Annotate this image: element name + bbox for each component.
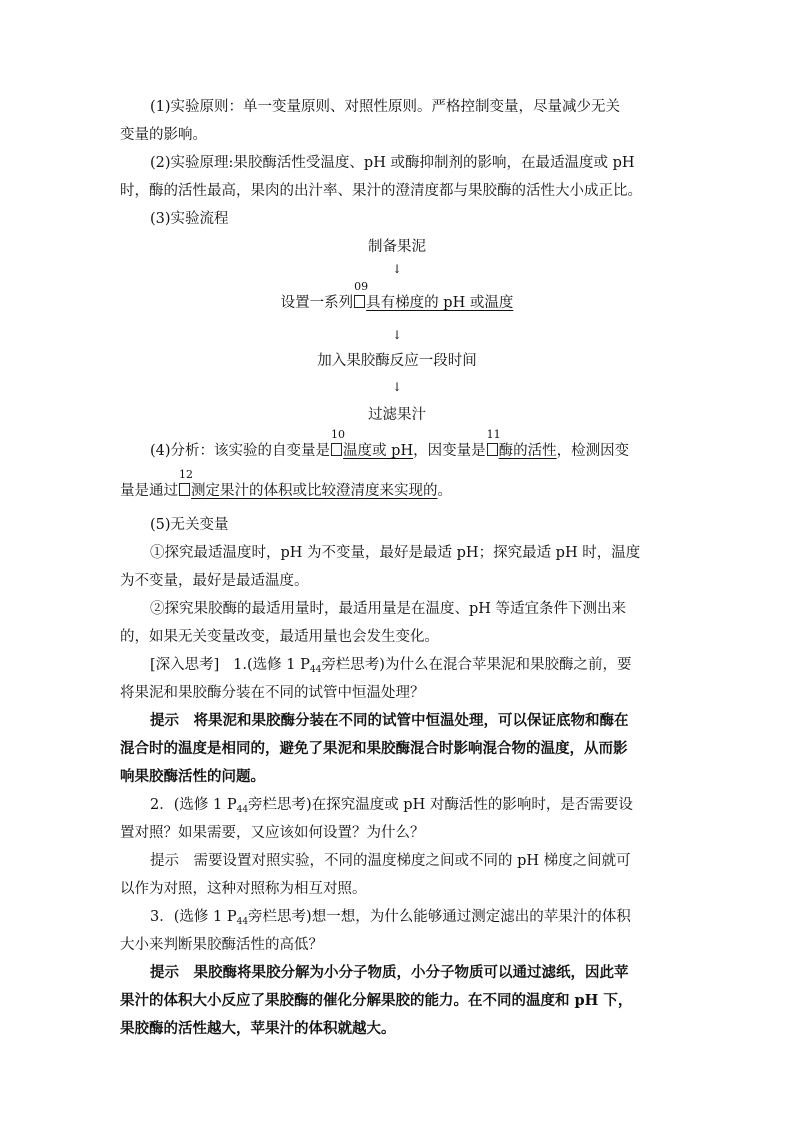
principle-line-1: (1)实验原则：单一变量原则、对照性原则。严格控制变量，尽量减少无关 bbox=[150, 99, 621, 115]
question-text: 旁栏思考)想一想，为什么能够通过测定滤出的苹果汁的体积 bbox=[248, 909, 631, 925]
page-subscript: 44 bbox=[236, 917, 249, 927]
flow-step-prepare: 制备果泥 bbox=[368, 239, 426, 255]
flow-step-gradient-answer: 具有梯度的 pH 或温度 bbox=[366, 295, 514, 311]
mechanism-line-1: (2)实验原理:果胶酶活性受温度、pH 或酶抑制剂的影响，在最适温度或 pH bbox=[150, 155, 635, 171]
hint-3-line-3: 果胶酶的活性越大，苹果汁的体积就越大。 bbox=[120, 1020, 396, 1037]
flow-arrow-down-icon: ↓ bbox=[391, 380, 403, 394]
flow-step-filter: 过滤果汁 bbox=[368, 407, 426, 423]
analysis-line-1 bbox=[150, 428, 630, 462]
hint-3-line-1: 提示 果胶酶将果胶分解为小分子物质，小分子物质可以通过滤纸，因此苹 bbox=[150, 964, 629, 981]
irrelevant-item-2-line-2: 的，如果无关变量改变，最适用量也会发生变化。 bbox=[120, 629, 439, 645]
analysis-answer-2: 酶的活性 bbox=[498, 443, 557, 459]
answer-number: 12 bbox=[179, 468, 193, 481]
irrelevant-item-2-line-1: ②探究果胶酶的最适用量时，最适用量是在温度、pH 等适宜条件下测出来 bbox=[150, 601, 627, 617]
principle-line-2: 变量的影响。 bbox=[120, 127, 207, 143]
analysis-line-2 bbox=[120, 468, 452, 502]
hint-1-line-2: 混合时的温度是相同的，避免了果泥和果胶酶混合时影响混合物的温度，从而影 bbox=[120, 740, 628, 757]
hint-1-line-1: 提示 将果泥和果胶酶分装在不同的试管中恒温处理，可以保证底物和酶在 bbox=[150, 712, 629, 729]
think-label: [深入思考] bbox=[150, 657, 220, 673]
think-question-2-line-2: 置对照？如果需要，又应该如何设置？为什么？ bbox=[120, 825, 425, 841]
flow-arrow-down-icon: ↓ bbox=[391, 328, 403, 342]
question-text: 3．(选修 1 P bbox=[150, 909, 237, 925]
analysis-text: 。 bbox=[437, 483, 452, 499]
analysis-answer-3: 测定果汁的体积或比较澄清度来实现的 bbox=[191, 483, 438, 499]
question-text: 旁栏思考)为什么在混合苹果泥和果胶酶之前，要 bbox=[321, 657, 632, 673]
answer-box-icon bbox=[331, 428, 346, 456]
flow-step-gradient bbox=[0, 280, 794, 314]
page-subscript: 44 bbox=[236, 805, 249, 815]
analysis-text: (4)分析：该实验的自变量是 bbox=[150, 443, 331, 459]
page-subscript: 44 bbox=[309, 665, 322, 675]
question-text: 2．(选修 1 P bbox=[150, 797, 237, 813]
answer-number: 11 bbox=[486, 428, 501, 441]
answer-box-icon bbox=[179, 468, 193, 496]
answer-number: 09 bbox=[354, 280, 369, 293]
hint-2-line-1: 提示 需要设置对照实验，不同的温度梯度之间或不同的 pH 梯度之间就可 bbox=[150, 853, 631, 869]
analysis-answer-1: 温度或 pH bbox=[343, 443, 414, 459]
think-question-1-line-1 bbox=[150, 654, 631, 681]
question-text: 旁栏思考)在探究温度或 pH 对酶活性的影响时，是否需要设 bbox=[248, 797, 633, 813]
think-question-3-line-2: 大小来判断果胶酶活性的高低？ bbox=[120, 937, 323, 953]
think-question-3-line-1 bbox=[150, 906, 631, 933]
answer-number: 10 bbox=[331, 428, 346, 441]
flow-arrow-down-icon: ↓ bbox=[391, 262, 403, 276]
irrelevant-item-1-line-2: 为不变量，最好是最适温度。 bbox=[120, 573, 309, 589]
analysis-text: 量是通过 bbox=[120, 483, 178, 499]
mechanism-line-2: 时，酶的活性最高，果肉的出汁率、果汁的澄清度都与果胶酶的活性大小成正比。 bbox=[120, 183, 642, 199]
hint-2-line-2: 以作为对照，这种对照称为相互对照。 bbox=[120, 881, 367, 897]
think-question-1-line-2: 将果泥和果胶酶分装在不同的试管中恒温处理？ bbox=[120, 685, 425, 701]
flow-heading: (3)实验流程 bbox=[150, 211, 229, 227]
think-question-2-line-1 bbox=[150, 794, 633, 821]
irrelevant-variable-heading: (5)无关变量 bbox=[150, 517, 229, 533]
flow-step-gradient-prefix: 设置一系列 bbox=[280, 295, 354, 311]
analysis-text: ，因变量是 bbox=[413, 443, 486, 459]
hint-1-line-3: 响果胶酶活性的问题。 bbox=[120, 768, 265, 785]
answer-box-icon bbox=[486, 428, 501, 456]
answer-box-icon bbox=[354, 280, 369, 308]
question-text: 1.(选修 1 P bbox=[233, 657, 310, 673]
irrelevant-item-1-line-1: ①探究最适温度时，pH 为不变量，最好是最适 pH；探究最适 pH 时，温度 bbox=[150, 545, 641, 561]
hint-3-line-2: 果汁的体积大小反应了果胶酶的催化分解果胶的能力。在不同的温度和 pH 下， bbox=[120, 992, 633, 1009]
flow-step-enzyme: 加入果胶酶反应一段时间 bbox=[317, 353, 477, 369]
analysis-text: ，检测因变 bbox=[556, 443, 630, 459]
